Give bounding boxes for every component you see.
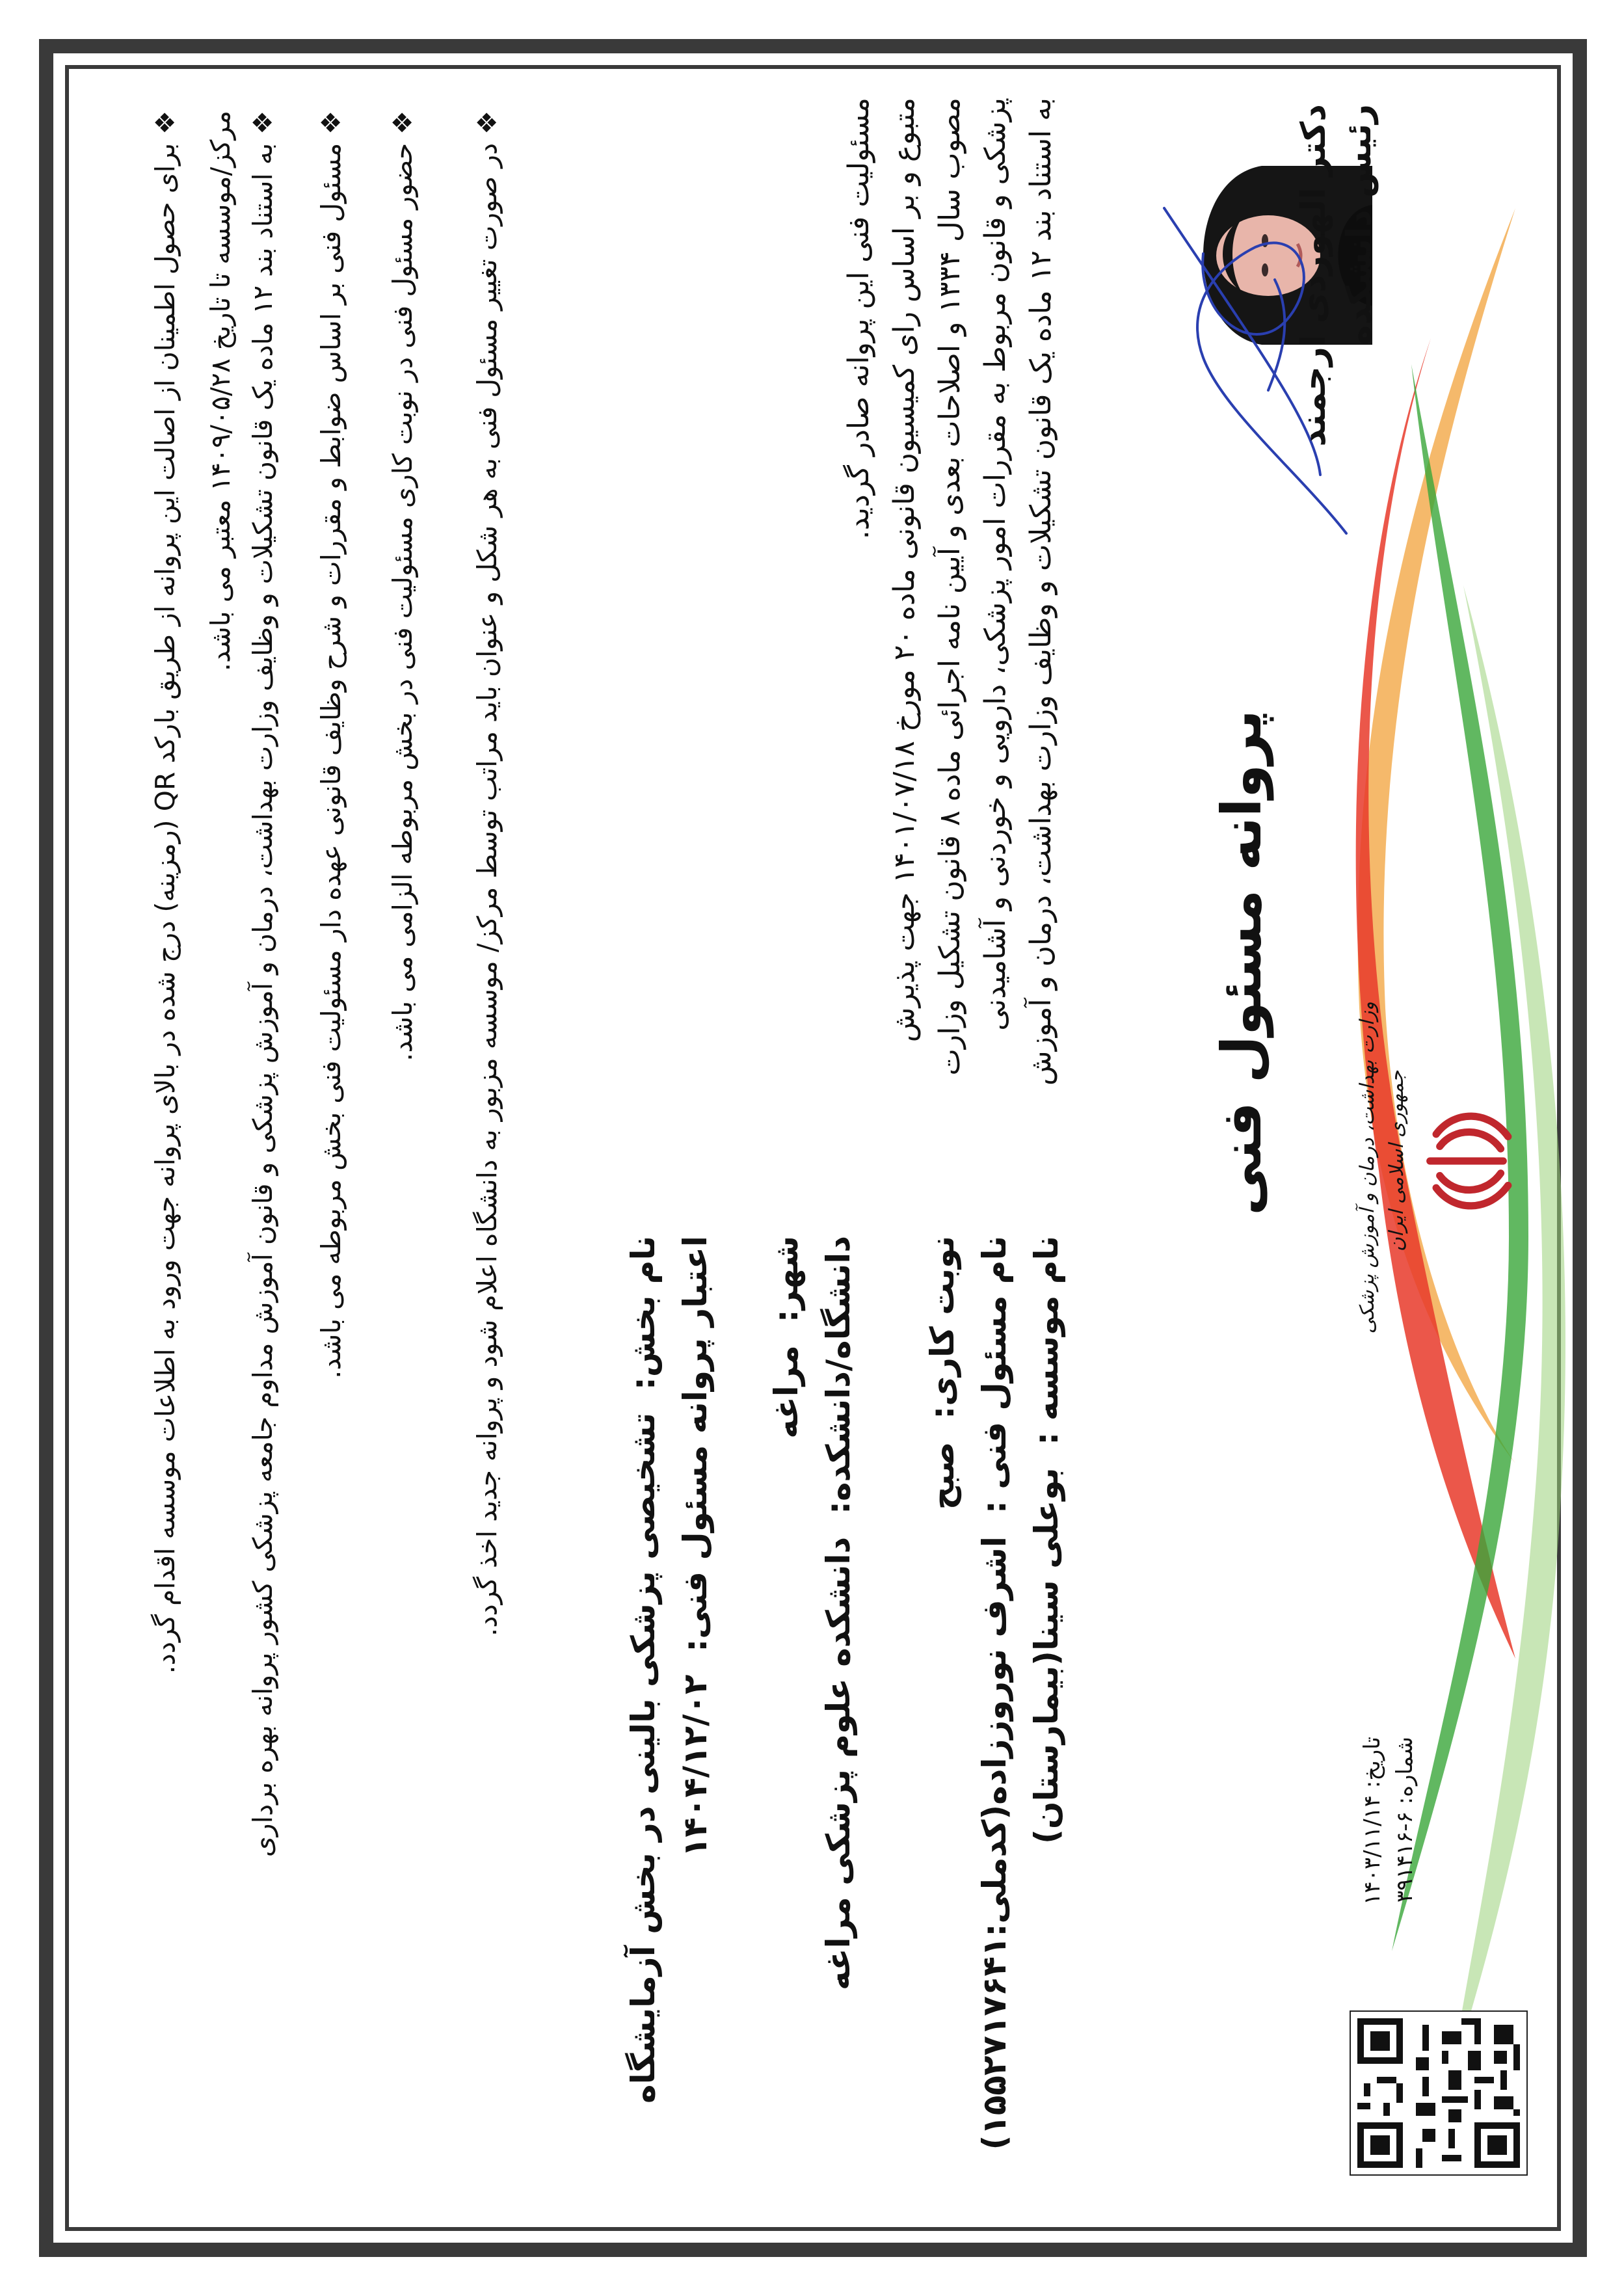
- department-row: [624, 1236, 662, 2211]
- intro-line-4: متبوع و بر اساس رای کمیسیون قانونی ماده ۲۰ مورخ ۱۴۰۱/۰۷/۱۸ جهت پذیرش: [888, 98, 921, 1043]
- note-4: [247, 111, 278, 2127]
- institution-row: [1028, 1236, 1065, 2211]
- number-value: ۶-۳۹۱۴۱۶: [1392, 1811, 1418, 1903]
- note-3-text: مسئول فنی بر اساس ضوابط و مقررات و شرح وظایف قانونی عهده دار مسئولیت فنی بخش مربوطه می باشد.: [315, 142, 347, 1379]
- university-value: دانشکده علوم پزشکی مراغه: [819, 1536, 857, 1990]
- diamond-bullet-icon: ❖: [247, 111, 278, 135]
- note-5-text: برای حصول اطمینان از اصالت این پروانه از طریق بارکد QR (رمزینه) درج شده در بالای پروانه جهت ورود به اطلاعات موسسه اقدام گردد.: [150, 142, 181, 1674]
- manager-row: [976, 1236, 1013, 2211]
- city-value: مراغه: [767, 1345, 805, 1439]
- validity-label: اعتبار پروانه مسئول فنی:: [676, 1236, 714, 1652]
- city-label: شهر:: [767, 1236, 805, 1323]
- signer-role: رئیس دانشکده: [1340, 104, 1379, 345]
- shift-value: صبح: [924, 1441, 961, 1510]
- date-label: تاریخ:: [1359, 1737, 1385, 1789]
- diamond-bullet-icon: ❖: [472, 111, 503, 135]
- number-row: [1392, 1737, 1418, 1984]
- intro-line-5: مسئولیت فنی این پروانه صادر گردید.: [842, 98, 875, 540]
- intro-line-1: به استناد بند ۱۲ ماده یک قانون تشکیلات و وظایف وزارت بهداشت، درمان و آموزش: [1024, 98, 1058, 1086]
- city-row: [767, 1236, 805, 2211]
- note-1: [472, 111, 503, 2127]
- manager-value: اشرف نوروززاده(کدملی:۱۵۵۲۷۱۷۶۴۱): [976, 1536, 1013, 2150]
- note-2-text: حضور مسئول فنی در نوبت کاری مسئولیت فنی در بخش مربوطه الزامی می باشد.: [387, 142, 418, 1061]
- note-4-text: به استناد بند ۱۲ ماده یک قانون تشکیلات و وظایف وزارت بهداشت، درمان و آموزش پزشکی و قانون آموزش مداوم جامعه پزشکی کشور پروانه بهره برداری: [247, 142, 278, 1858]
- number-label: شماره:: [1392, 1737, 1418, 1805]
- department-label: نام بخش:: [624, 1236, 662, 1391]
- date-row: [1359, 1737, 1385, 1984]
- institution-label: نام موسسه :: [1028, 1236, 1065, 1445]
- iran-emblem-icon: [1418, 1099, 1515, 1223]
- signer-name: دکتر الهوردی ارجمند: [1294, 104, 1333, 447]
- intro-line-2: پزشکی و قانون مربوط به مقررات امور پزشکی، دارویی و خوردنی و آشامیدنی: [979, 98, 1012, 1031]
- country-line: جمهوری اسلامی ایران: [1385, 1070, 1408, 1252]
- diamond-bullet-icon: ❖: [150, 111, 181, 135]
- note-3: [315, 111, 347, 2127]
- university-row: [819, 1236, 857, 2211]
- shift-label: نوبت کاری:: [924, 1236, 961, 1419]
- page-title: پروانه مسئول فنی: [1210, 710, 1273, 1216]
- note-2: [387, 111, 418, 2127]
- qr-code: [1350, 2010, 1528, 2176]
- university-label: دانشگاه/دانشکده:: [819, 1236, 857, 1515]
- institution-value: بوعلی سینا(بیمارستان): [1028, 1467, 1065, 1844]
- validity-value: ۱۴۰۴/۱۲/۰۲: [676, 1674, 714, 1858]
- note-4b-text: مرکز/موسسه تا تاریخ ۱۴۰۹/۰۵/۲۸ معتبر می باشد.: [205, 111, 236, 672]
- note-1-text: در صورت تغییر مسئول فنی به هر شکل و عنوان باید مراتب توسط مرکز/ موسسه مزبور به دانشگاه اعلام شود و پروانه جدید اخذ گردد.: [472, 142, 503, 1636]
- department-value: تشخیصی پزشکی بالینی در بخش آزمایشگاه: [624, 1412, 662, 2103]
- date-value: ۱۴۰۳/۱۱/۱۴: [1359, 1795, 1385, 1905]
- shift-row: [924, 1236, 961, 2211]
- diamond-bullet-icon: ❖: [315, 111, 347, 135]
- validity-row: [676, 1236, 714, 2211]
- note-5: [150, 111, 181, 2127]
- intro-line-3: مصوب سال ۱۳۳۴ و اصلاحات بعدی و آیین نامه اجرائی ماده ۸ قانون تشکیل وزارت: [933, 98, 966, 1076]
- manager-label: نام مسئول فنی :: [976, 1236, 1013, 1514]
- note-4-continued: [205, 111, 236, 2127]
- ministry-line: وزارت بهداشت، درمان و آموزش پزشکی: [1356, 1002, 1379, 1334]
- diamond-bullet-icon: ❖: [387, 111, 418, 135]
